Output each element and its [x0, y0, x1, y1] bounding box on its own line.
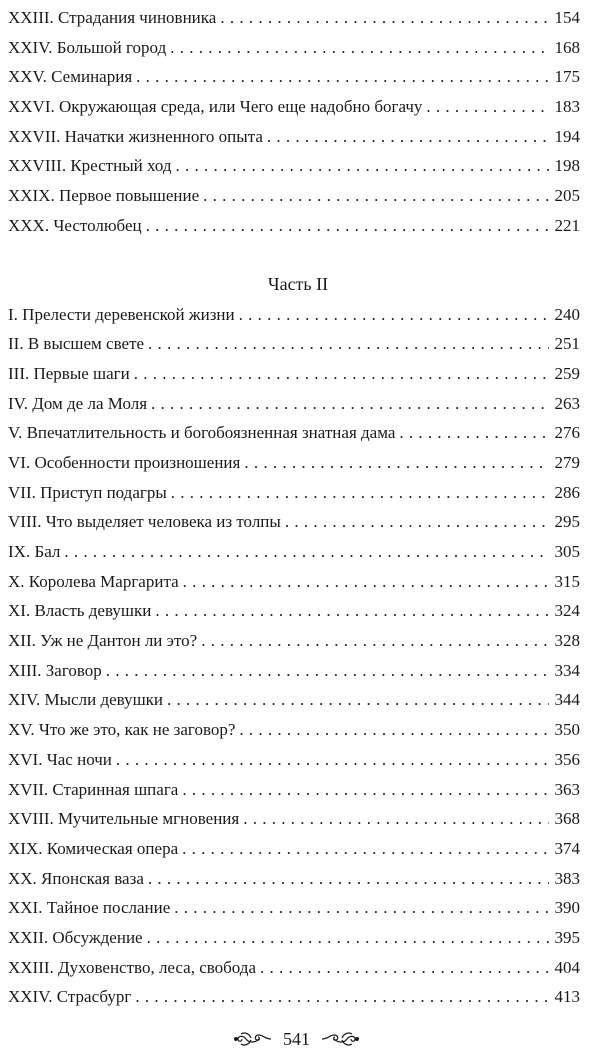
toc-entry-title: III. Первые шаги	[8, 363, 130, 383]
toc-leader-dots	[148, 864, 549, 894]
toc-entry	[8, 893, 580, 923]
toc-entry	[8, 62, 580, 92]
toc-entry	[8, 982, 580, 1012]
toc-entry-title: II. В высшем свете	[8, 334, 145, 354]
toc-leader-dots	[167, 685, 548, 715]
toc-leader-dots	[116, 745, 549, 775]
toc-leader-dots	[183, 567, 549, 597]
toc-entry-page: 205	[554, 186, 580, 206]
toc-entry-title: XXIII. Страдания чиновника	[8, 8, 217, 27]
toc-entry-title: XII. Уж не Дантон ли это?	[8, 631, 198, 651]
toc-leader-dots	[239, 300, 549, 330]
toc-entry-page: 279	[554, 452, 580, 472]
toc-entry	[8, 656, 580, 686]
toc-leader-dots	[147, 923, 549, 953]
toc-entry	[8, 953, 580, 983]
toc-leader-dots	[285, 507, 549, 537]
toc-leader-dots	[136, 62, 548, 92]
toc-entry	[8, 507, 580, 537]
toc-entry	[8, 715, 580, 745]
toc-entry-page: 328	[554, 631, 580, 651]
toc-entry-title: XXIV. Страсбург	[8, 987, 132, 1007]
toc-entry-page: 404	[554, 957, 580, 977]
toc-entry-title: XVIII. Мучительные мгновения	[8, 809, 240, 829]
toc-entry-page: 383	[554, 868, 580, 888]
toc-leader-dots	[182, 775, 548, 805]
toc-entry-page: 194	[554, 126, 580, 146]
toc-entry-page: 363	[554, 779, 580, 799]
toc-list-part2	[8, 300, 580, 1013]
toc-entry-title: XI. Власть девушки	[8, 601, 152, 621]
toc-entry	[8, 181, 580, 211]
toc-entry-page: 175	[554, 67, 580, 87]
toc-entry-title: XIII. Заговор	[8, 660, 102, 680]
toc-entry-title: IV. Дом де ла Моля	[8, 393, 148, 413]
toc-entry	[8, 685, 580, 715]
toc-entry-title: XXIX. Первое повышение	[8, 186, 200, 206]
toc-entry	[8, 775, 580, 805]
toc-leader-dots	[239, 715, 548, 745]
toc-entry-title: XXIII. Духовенство, леса, свобода	[8, 957, 257, 977]
toc-entry	[8, 300, 580, 330]
toc-entry	[8, 537, 580, 567]
toc-entry-page: 286	[554, 482, 580, 502]
toc-entry	[8, 211, 580, 241]
toc-entry-page: 154	[554, 8, 580, 27]
toc-entry-page: 251	[554, 334, 580, 354]
toc-leader-dots	[106, 656, 549, 686]
toc-entry	[8, 3, 580, 33]
toc-entry-page: 356	[554, 749, 580, 769]
toc-entry-title: XXVI. Окружающая среда, или Чего еще надобно богачу	[8, 97, 423, 117]
toc-entry-title: XVI. Час ночи	[8, 749, 112, 769]
toc-leader-dots	[426, 92, 548, 122]
toc-entry-page: 395	[554, 927, 580, 947]
toc-entry	[8, 596, 580, 626]
toc-leader-dots	[244, 448, 548, 478]
toc-leader-dots	[64, 537, 548, 567]
toc-entry	[8, 478, 580, 508]
toc-entry-title: V. Впечатлительность и богобоязненная знатная дама	[8, 423, 396, 443]
toc-entry-page: 183	[554, 97, 580, 117]
toc-entry-title: IX. Бал	[8, 542, 61, 561]
toc-entry-title: XXVIII. Крестный ход	[8, 156, 172, 176]
floral-ornament-icon	[233, 1028, 273, 1050]
toc-leader-dots	[135, 982, 548, 1012]
toc-entry-page: 350	[554, 720, 580, 740]
toc-leader-dots	[155, 596, 548, 626]
toc-entry-title: XXIV. Большой город	[8, 37, 167, 57]
toc-entry-title: XXX. Честолюбец	[8, 215, 142, 235]
toc-entry-title: VIII. Что выделяет человека из толпы	[8, 512, 281, 532]
toc-entry-page: 276	[554, 423, 580, 443]
toc-entry-page: 324	[554, 601, 580, 621]
toc-leader-dots	[399, 418, 548, 448]
toc-entry	[8, 448, 580, 478]
toc-leader-dots	[201, 626, 548, 656]
toc-entry	[8, 567, 580, 597]
toc-entry-title: XX. Японская ваза	[8, 868, 144, 888]
toc-entry-title: X. Королева Маргарита	[8, 571, 179, 591]
toc-entry	[8, 834, 580, 864]
toc-entry-page: 305	[554, 542, 580, 561]
toc-entry-page: 368	[554, 809, 580, 829]
toc-entry-title: XXII. Обсуждение	[8, 927, 143, 947]
toc-entry-title: VI. Особенности произношения	[8, 452, 241, 472]
toc-leader-dots	[220, 3, 548, 33]
toc-entry-page: 198	[554, 156, 580, 176]
toc-entry	[8, 122, 580, 152]
toc-entry-page: 334	[554, 660, 580, 680]
toc-entry-page: 315	[554, 571, 580, 591]
toc-leader-dots	[267, 122, 549, 152]
toc-entry-title: XV. Что же это, как не заговор?	[8, 720, 236, 740]
toc-entry	[8, 151, 580, 181]
toc-entry	[8, 418, 580, 448]
toc-entry	[8, 864, 580, 894]
toc-entry-page: 168	[554, 37, 580, 57]
toc-entry	[8, 92, 580, 122]
toc-entry-title: XIX. Комическая опера	[8, 838, 179, 858]
toc-entry	[8, 923, 580, 953]
toc-entry-page: 295	[554, 512, 580, 532]
toc-page	[8, 3, 580, 1012]
toc-entry-page: 240	[554, 304, 580, 324]
toc-leader-dots	[243, 804, 548, 834]
toc-leader-dots	[148, 329, 548, 359]
toc-entry-title: XXI. Тайное послание	[8, 898, 171, 918]
toc-list-part1	[8, 3, 580, 241]
toc-entry-title: XXVII. Начатки жизненного опыта	[8, 126, 263, 146]
toc-leader-dots	[182, 834, 548, 864]
toc-leader-dots	[151, 389, 548, 419]
page-number: 541	[283, 1029, 310, 1049]
page-footer	[0, 1024, 593, 1054]
toc-entry	[8, 804, 580, 834]
toc-leader-dots	[174, 893, 548, 923]
section-heading-part2: Часть II	[267, 273, 329, 294]
toc-leader-dots	[171, 478, 549, 508]
toc-entry	[8, 745, 580, 775]
toc-entry-page: 413	[554, 987, 580, 1007]
section-spacer	[8, 241, 580, 268]
toc-entry-title: XVII. Старинная шпага	[8, 779, 179, 799]
toc-entry-page: 221	[554, 215, 580, 235]
toc-entry-page: 259	[554, 363, 580, 383]
toc-entry	[8, 359, 580, 389]
toc-entry-page: 344	[554, 690, 580, 710]
toc-leader-dots	[260, 953, 548, 983]
toc-leader-dots	[134, 359, 549, 389]
toc-entry	[8, 329, 580, 359]
toc-leader-dots	[203, 181, 548, 211]
toc-leader-dots	[170, 33, 548, 63]
toc-entry-page: 263	[554, 393, 580, 413]
toc-entry-title: VII. Приступ подагры	[8, 482, 167, 502]
toc-leader-dots	[146, 211, 549, 241]
toc-entry	[8, 626, 580, 656]
toc-entry-title: XIV. Мысли девушки	[8, 690, 164, 710]
toc-entry	[8, 389, 580, 419]
toc-entry-page: 374	[554, 838, 580, 858]
toc-entry-title: I. Прелести деревенской жизни	[8, 304, 235, 324]
toc-entry	[8, 33, 580, 63]
toc-entry-title: XXV. Семинария	[8, 67, 133, 87]
floral-ornament-icon	[320, 1028, 360, 1050]
toc-entry-page: 390	[554, 898, 580, 918]
toc-leader-dots	[175, 151, 548, 181]
